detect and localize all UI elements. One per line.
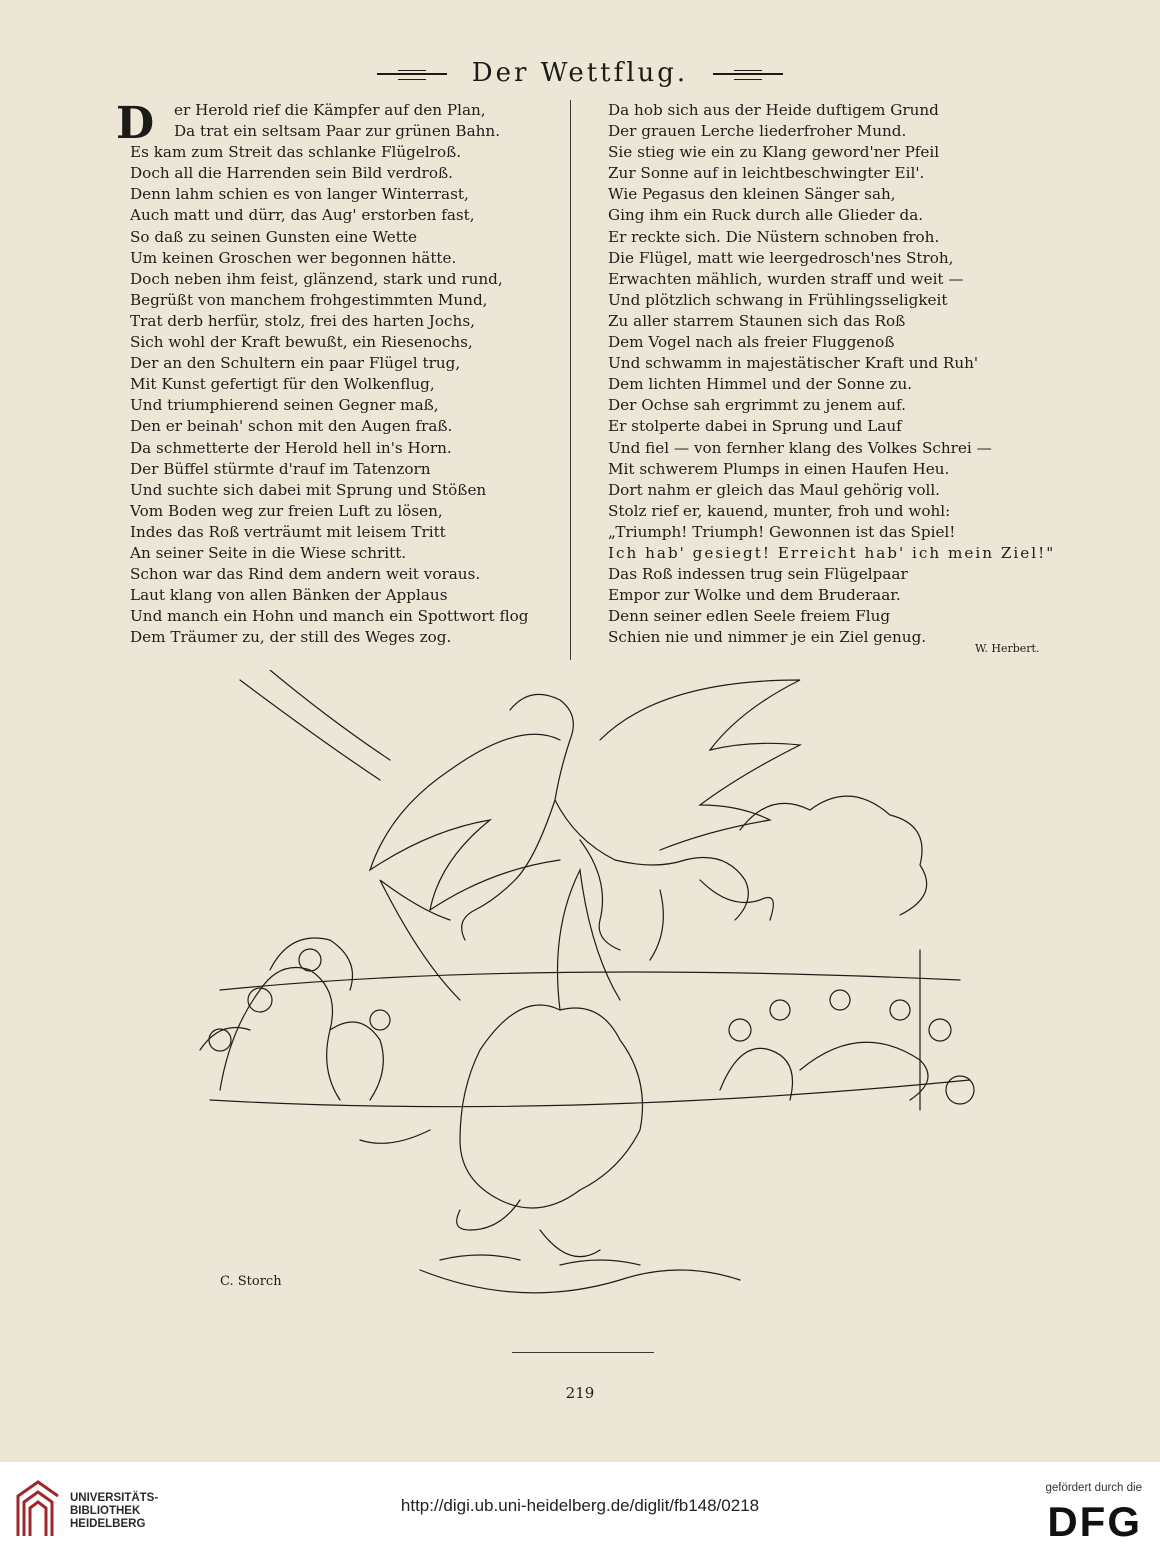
poem-line: Empor zur Wolke und dem Bruderaar. [608, 586, 901, 605]
poem-line: „Triumph! Triumph! Gewonnen ist das Spiel! [608, 522, 956, 541]
poem-line: Trat derb herfür, stolz, frei des harten Jochs, [130, 311, 475, 330]
poem-line: Denn seiner edlen Seele freiem Flug [608, 607, 891, 626]
poem-line: Vom Boden weg zur freien Luft zu lösen, [130, 501, 443, 520]
poem-line: Zu aller starrem Staunen sich das Roß [608, 311, 906, 330]
poem-line: Doch neben ihm feist, glänzend, stark und rund, [130, 269, 503, 288]
title-ornament-right [713, 70, 783, 78]
poem-line: Wie Pegasus den kleinen Sänger sah, [608, 185, 896, 204]
poem-line: Er stolperte dabei in Sprung und Lauf [608, 417, 902, 436]
poem-line: Dem Vogel nach als freier Fluggenoß [608, 333, 895, 352]
page-number: 219 [565, 1384, 595, 1402]
poem-line: Sich wohl der Kraft bewußt, ein Riesenochs, [130, 333, 473, 352]
poem-line: Der an den Schultern ein paar Flügel trug, [130, 354, 461, 373]
poem-line: Dort nahm er gleich das Maul gehörig voll. [608, 480, 941, 499]
poem-line: Zur Sonne auf in leichtbeschwingter Eil'. [608, 164, 925, 183]
poem-line: An seiner Seite in die Wiese schritt. [130, 543, 407, 562]
funding-caption: gefördert durch die [1045, 1482, 1142, 1494]
poem-line: Mit schwerem Plumps in einen Haufen Heu. [608, 459, 950, 478]
institution-line: UNIVERSITÄTS- [70, 1492, 159, 1504]
poem-line: Um keinen Groschen wer begonnen hätte. [130, 248, 457, 267]
poem-line: Und schwamm in majestätischer Kraft und Ruh' [608, 354, 979, 373]
illustration-signature: C. Storch [220, 1274, 282, 1289]
poem-line: Indes das Roß verträumt mit leisem Tritt [130, 522, 446, 541]
permalink-url[interactable]: http://digi.ub.uni-heidelberg.de/diglit/fb148/0218 [400, 1496, 760, 1515]
title-ornament-left [377, 70, 447, 78]
author-signature: W. Herbert. [975, 642, 1040, 655]
poem-line: Dem Träumer zu, der still des Weges zog. [130, 628, 452, 647]
institution-line: BIBLIOTHEK [70, 1505, 141, 1517]
poem-line: Der Ochse sah ergrimmt zu jenem auf. [608, 396, 906, 415]
poem-line: Schon war das Rind dem andern weit voraus. [130, 565, 481, 584]
poem-line: Und manch ein Hohn und manch ein Spottwort flog [130, 607, 529, 626]
title-text: Der Wettflug. [471, 58, 689, 88]
poem-line: Die Flügel, matt wie leergedrosch'nes Stroh, [608, 248, 954, 267]
poem-line: Da hob sich aus der Heide duftigem Grund [608, 101, 939, 119]
poem-line: Ich hab' gesiegt! Erreicht hab' ich mein Ziel!" [608, 543, 1056, 562]
column-divider [570, 100, 571, 660]
poem-line: Da schmetterte der Herold hell in's Horn. [130, 438, 452, 457]
poem-line: Das Roß indessen trug sein Flügelpaar [608, 565, 908, 584]
poem-line: Doch all die Harrenden sein Bild verdroß. [130, 164, 453, 183]
poem-line: Und triumphierend seinen Gegner maß, [130, 396, 439, 415]
poem-line: Sie stieg wie ein zu Klang geword'ner Pfeil [608, 143, 940, 162]
poem-line: Stolz rief er, kauend, munter, froh und wohl: [608, 501, 951, 520]
dfg-logo: DFG [1047, 1498, 1142, 1545]
institution-line: HEIDELBERG [70, 1518, 146, 1530]
poem-line: Und suchte sich dabei mit Sprung und Stößen [130, 480, 487, 499]
poem-line: Auch matt und dürr, das Aug' erstorben fast, [130, 206, 475, 225]
poem-line: Er reckte sich. Die Nüstern schnoben froh. [608, 227, 940, 246]
poem-line: Schien nie und nimmer je ein Ziel genug. [608, 628, 927, 647]
poem-line: Den er beinah' schon mit den Augen fraß. [130, 417, 453, 436]
poem-line: Dem lichten Himmel und der Sonne zu. [608, 375, 913, 394]
poem-line: Denn lahm schien es von langer Winterrast, [130, 185, 469, 204]
poem-line: Ging ihm ein Ruck durch alle Glieder da. [608, 206, 924, 225]
poem-line: Der Büffel stürmte d'rauf im Tatenzorn [130, 459, 431, 478]
poem-line: Mit Kunst gefertigt für den Wolkenflug, [130, 375, 435, 394]
poem-line: Da trat ein seltsam Paar zur grünen Bahn. [174, 122, 501, 141]
poem-line: Und plötzlich schwang in Frühlingsseligkeit [608, 290, 948, 309]
poem-line: Es kam zum Streit das schlanke Flügelroß. [130, 143, 462, 162]
poem-column-right [608, 100, 1056, 648]
poem-line: Erwachten mählich, wurden straff und weit — [608, 269, 964, 288]
poem-line: So daß zu seinen Gunsten eine Wette [130, 227, 417, 246]
poem-column-left [116, 98, 560, 648]
closing-rule [512, 1352, 654, 1353]
poem-line: Und fiel — von fernher klang des Volkes Schrei — [608, 438, 992, 457]
poem-line: er Herold rief die Kämpfer auf den Plan, [174, 101, 486, 119]
poem-line: Laut klang von allen Bänken der Applaus [130, 586, 448, 605]
poem-title [0, 58, 1160, 88]
poem-line: Der grauen Lerche liederfroher Mund. [608, 122, 907, 141]
drop-cap: D [116, 98, 155, 149]
poem-line: Begrüßt von manchem frohgestimmten Mund, [130, 290, 488, 309]
pegasus-ox-illustration [180, 670, 1000, 1330]
